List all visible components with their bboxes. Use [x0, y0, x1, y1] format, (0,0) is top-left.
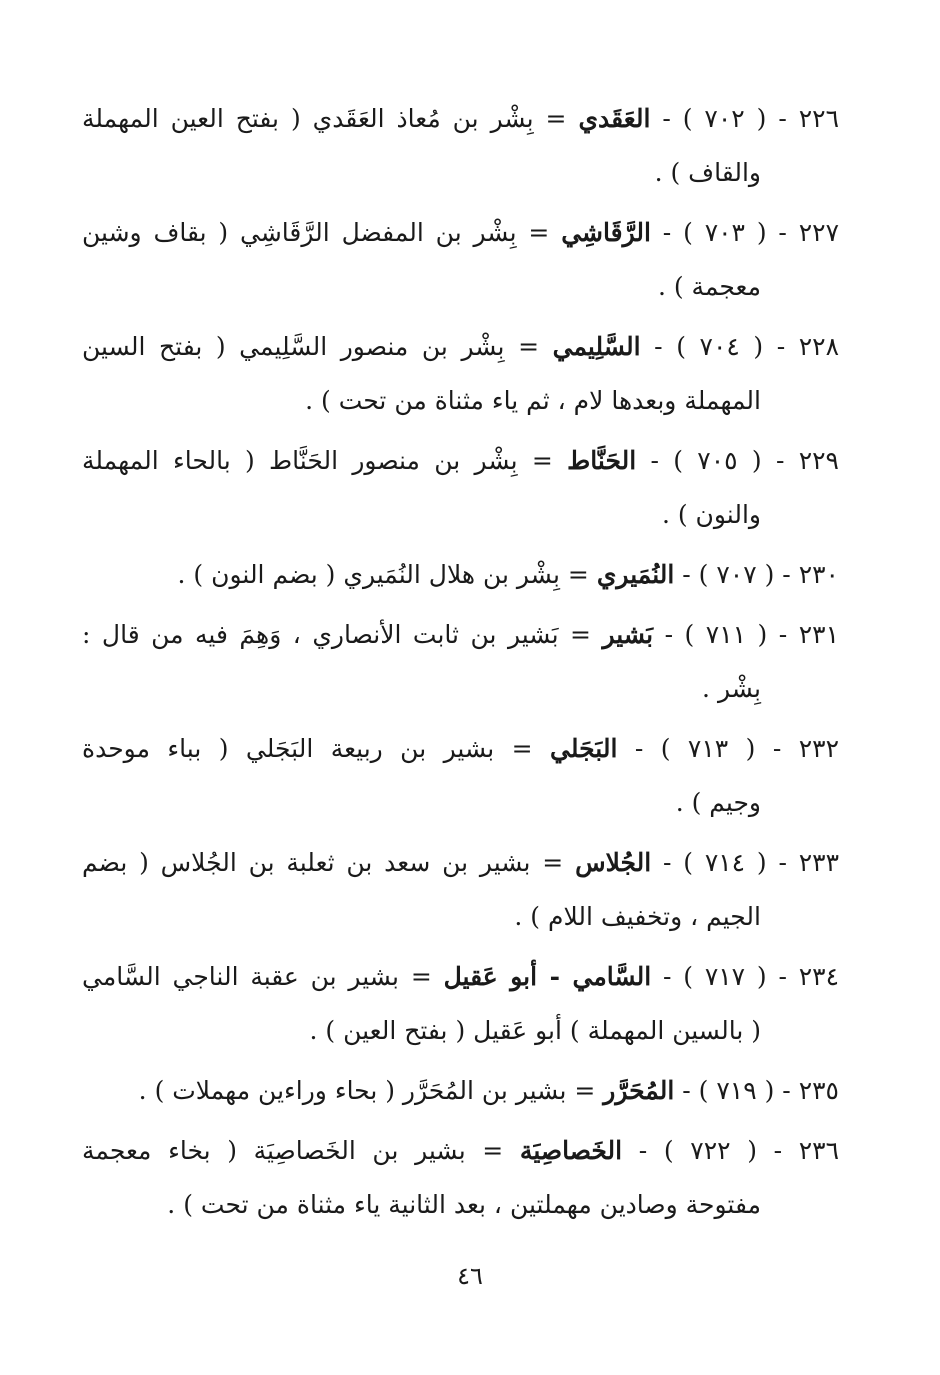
entry-nisba: المُحَرَّر — [603, 1076, 675, 1105]
entry — [82, 1064, 839, 1118]
entry-line1: ٢٢٩ - ( ٧٠٥ ) - الحَنَّاط = بِشْر بن منصور الحَنَّاط ( بالحاء المهملة — [82, 446, 839, 475]
entry-number: ٢٣٢ — [798, 734, 840, 763]
entry-nisba: السَّامي - أبو عَقيل — [443, 962, 652, 991]
entry-nisba: الجُلاس — [575, 848, 652, 877]
entry-number: ٢٣١ — [798, 620, 840, 649]
entry-ref: ( ٧٢٢ ) — [663, 1136, 757, 1165]
entry-number: ٢٣٣ — [798, 848, 840, 877]
page-number: ٤٦ — [457, 1262, 483, 1290]
entry-continuation: ( بالسين المهملة ) أبو عَقيل ( بفتح العين ) . — [309, 1016, 761, 1045]
entry — [82, 608, 839, 716]
entry-text: = بِشْر بن مُعاذ العَقَدي ( بفتح العين المهملة — [82, 104, 567, 133]
entry-line1: ٢٣٦ - ( ٧٢٢ ) - الخَصاصِيَة = بشير بن الخَصاصِيَة ( بخاء معجمة — [82, 1136, 840, 1165]
entry-number: ٢٢٦ — [798, 104, 840, 133]
entry-line1: ٢٣٢ - ( ٧١٣ ) - البَجَلي = بشير بن ربيعة البَجَلي ( بباء موحدة — [82, 734, 840, 763]
entry-continuation: بِشْر . — [702, 674, 761, 703]
entry — [82, 434, 839, 542]
entry-continuation: معجمة ) . — [657, 272, 761, 301]
entry-text: = بشير بن المُحَرَّر ( بحاء وراءين مهملات ) . — [138, 1076, 596, 1105]
entry-nisba: البَجَلي — [550, 734, 618, 763]
entry-text: = بشير بن عقبة الناجي السَّامي — [82, 962, 432, 991]
entry-continuation: مفتوحة وصادين مهملتين ، بعد الثانية ياء مثناة من تحت ) . — [167, 1190, 761, 1219]
entry-ref: ( ٧٠٤ ) — [676, 332, 764, 361]
entry-ref: ( ٧١٧ ) — [683, 962, 767, 991]
entry-number: ٢٢٧ — [798, 218, 840, 247]
entry-nisba: الخَصاصِيَة — [519, 1136, 623, 1165]
entry-ref: ( ٧١٤ ) — [683, 848, 767, 877]
entry-number: ٢٣٦ — [798, 1136, 840, 1165]
entry-number: ٢٢٩ — [798, 446, 839, 475]
entry — [82, 92, 839, 200]
entry-ref: ( ٧١٣ ) — [660, 734, 756, 763]
entry-continuation: الجيم ، وتخفيف اللام ) . — [514, 902, 761, 931]
entry-line1: ٢٣٠ - ( ٧٠٧ ) - النُمَيري = بِشْر بن هلال النُمَيري ( بضم النون ) . — [177, 560, 839, 589]
entry-ref: ( ٧١٩ ) — [698, 1076, 775, 1105]
entry — [82, 836, 839, 944]
entry-nisba: الحَنَّاط — [567, 446, 637, 475]
entry-nisba: السَّلِيمي — [552, 332, 641, 361]
entry-line1: ٢٢٦ - ( ٧٠٢ ) - العَقَدي = بِشْر بن مُعاذ العَقَدي ( بفتح العين المهملة — [82, 104, 840, 133]
entry-number: ٢٣٠ — [798, 560, 839, 589]
entry-line1: ٢٣٥ - ( ٧١٩ ) - المُحَرَّر = بشير بن المُحَرَّر ( بحاء وراءين مهملات ) . — [138, 1076, 839, 1105]
entry-nisba: بَشير — [602, 620, 654, 649]
entry-ref: ( ٧٠٧ ) — [698, 560, 775, 589]
entry-continuation: والقاف ) . — [654, 158, 761, 187]
entry-nisba: العَقَدي — [578, 104, 651, 133]
entry-text: = بَشير بن ثابت الأنصاري ، وَهِمَ فيه من قال : — [82, 620, 591, 649]
entry-text: = بشير بن الخَصاصِيَة ( بخاء معجمة — [82, 1136, 504, 1165]
entry-line1: ٢٣١ - ( ٧١١ ) - بَشير = بَشير بن ثابت الأنصاري ، وَهِمَ فيه من قال : — [82, 620, 840, 649]
entry-text: = بِشْر بن منصور الحَنَّاط ( بالحاء المهملة — [82, 446, 553, 475]
entry-ref: ( ٧١١ ) — [684, 620, 768, 649]
entry-ref: ( ٧٠٢ ) — [682, 104, 767, 133]
entries-list — [82, 92, 839, 1238]
entry-ref: ( ٧٠٣ ) — [683, 218, 767, 247]
entry-line1: ٢٣٣ - ( ٧١٤ ) - الجُلاس = بشير بن سعد بن ثعلبة بن الجُلاس ( بضم — [82, 848, 840, 877]
entry-number: ٢٣٤ — [798, 962, 840, 991]
entry-text: = بِشْر بن هلال النُمَيري ( بضم النون ) . — [177, 560, 589, 589]
entry — [82, 548, 839, 602]
entry — [82, 950, 839, 1058]
entry-line1: ٢٢٨ - ( ٧٠٤ ) - السَّلِيمي = بِشْر بن منصور السَّلِيمي ( بفتح السين — [82, 332, 840, 361]
entry-nisba: الرَّقَاشِي — [561, 218, 651, 247]
entry-ref: ( ٧٠٥ ) — [673, 446, 762, 475]
entry-text: = بِشْر بن المفضل الرَّقَاشِي ( بقاف وشين — [82, 218, 550, 247]
entry — [82, 1124, 839, 1232]
entry — [82, 722, 839, 830]
entry-number: ٢٣٥ — [798, 1076, 839, 1105]
entry — [82, 320, 839, 428]
entry-nisba: النُمَيري — [596, 560, 675, 589]
entry-line1: ٢٢٧ - ( ٧٠٣ ) - الرَّقَاشِي = بِشْر بن المفضل الرَّقَاشِي ( بقاف وشين — [82, 218, 840, 247]
entry — [82, 206, 839, 314]
entry-number: ٢٢٨ — [798, 332, 840, 361]
entry-line1: ٢٣٤ - ( ٧١٧ ) - السَّامي - أبو عَقيل = بشير بن عقبة الناجي السَّامي — [82, 962, 840, 991]
entry-text: = بِشْر بن منصور السَّلِيمي ( بفتح السين — [82, 332, 540, 361]
entry-text: = بشير بن سعد بن ثعلبة بن الجُلاس ( بضم — [82, 848, 564, 877]
entry-continuation: وجيم ) . — [675, 788, 761, 817]
entry-continuation: والنون ) . — [661, 500, 761, 529]
entry-continuation: المهملة وبعدها لام ، ثم ياء مثناة من تحت ) . — [305, 386, 761, 415]
entry-text: = بشير بن ربيعة البَجَلي ( بباء موحدة — [82, 734, 533, 763]
